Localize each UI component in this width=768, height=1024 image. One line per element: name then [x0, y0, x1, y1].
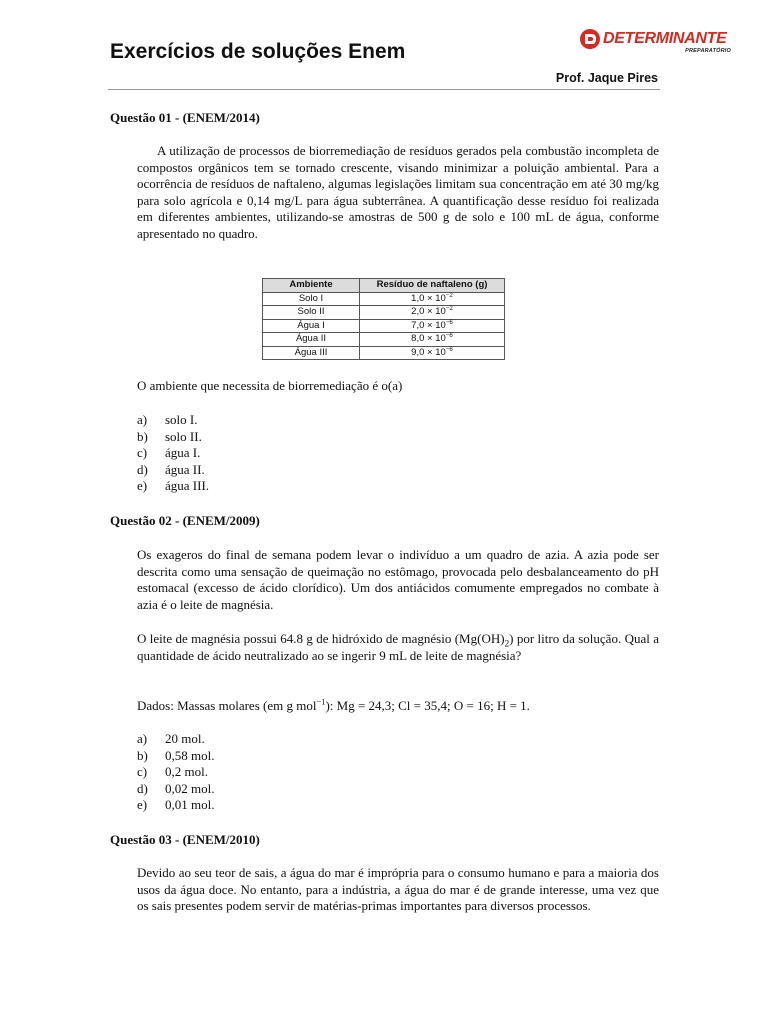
- table-cell-residuo: [360, 319, 505, 333]
- table-cell-residuo: [360, 346, 505, 360]
- determinante-logo: [579, 28, 731, 62]
- table-header-residuo: Resíduo de naftaleno (g): [360, 279, 505, 293]
- residuo-mantissa: 1,0 × 10: [411, 292, 446, 304]
- residuo-exponent: −6: [445, 345, 453, 353]
- option-b[interactable]: [137, 748, 214, 765]
- table-cell-ambiente: Água III: [263, 346, 360, 360]
- question-3-heading: Questão 03 - (ENEM/2010): [110, 832, 260, 847]
- paragraph-part: ) por litro da solução. Qual a quantidade de ácido neutralizado ao se ingerir 9 mL de leite de magnésia?: [137, 631, 659, 663]
- option-text: 0,2 mol.: [165, 764, 208, 779]
- option-text: 0,01 mol.: [165, 797, 215, 812]
- residuo-exponent: −2: [445, 291, 453, 299]
- option-c[interactable]: [137, 764, 214, 781]
- option-c[interactable]: [137, 445, 209, 462]
- option-letter: b): [137, 428, 148, 444]
- option-text: solo II.: [165, 428, 202, 444]
- option-text: solo I.: [165, 412, 198, 427]
- question-1-prompt: O ambiente que necessita de biorremediação é o(a): [137, 378, 403, 393]
- option-e[interactable]: [137, 478, 209, 495]
- header-divider: [108, 89, 660, 90]
- superscript: −1: [316, 696, 326, 707]
- option-letter: d): [137, 461, 148, 477]
- logo-subtitle: PREPARATÓRIO: [685, 48, 731, 54]
- option-text: água II.: [165, 461, 205, 477]
- option-b[interactable]: [137, 429, 209, 446]
- option-text: 0,02 mol.: [165, 780, 215, 796]
- naftaleno-table: [262, 278, 505, 360]
- table-cell-ambiente: Solo I: [263, 292, 360, 306]
- option-d[interactable]: [137, 462, 209, 479]
- dados-part: ): Mg = 24,3; Cl = 35,4; O = 16; H = 1.: [325, 698, 530, 713]
- question-2-dados: [137, 698, 659, 715]
- author-name: Prof. Jaque Pires: [555, 71, 658, 85]
- table-row: [263, 306, 505, 320]
- option-letter: a): [137, 412, 148, 427]
- table-cell-ambiente: Água I: [263, 319, 360, 333]
- table-cell-residuo: [360, 333, 505, 347]
- table-cell-ambiente: Solo II: [263, 306, 360, 320]
- option-letter: d): [137, 780, 148, 796]
- option-a[interactable]: [137, 731, 214, 748]
- question-2-heading: Questão 02 - (ENEM/2009): [110, 513, 260, 528]
- table-row: [263, 292, 505, 306]
- option-text: água III.: [165, 478, 210, 493]
- dados-part: Dados: Massas molares (em g mol: [137, 698, 317, 713]
- option-text: 20 mol.: [165, 731, 205, 746]
- logo-emblem-icon: [579, 28, 601, 50]
- residuo-mantissa: 2,0 × 10: [411, 306, 446, 318]
- option-letter: a): [137, 731, 148, 746]
- table-header-ambiente: Ambiente: [263, 279, 360, 293]
- option-letter: c): [137, 764, 148, 779]
- table-row: [263, 346, 505, 360]
- option-text: 0,58 mol.: [165, 747, 215, 763]
- option-letter: c): [137, 445, 148, 460]
- option-letter: e): [137, 797, 148, 812]
- logo-wordmark: DETERMINANTE: [603, 30, 727, 47]
- option-letter: b): [137, 747, 148, 763]
- subscript: 2: [504, 638, 510, 649]
- table-cell-residuo: [360, 292, 505, 306]
- question-1-options: [137, 412, 209, 495]
- option-e[interactable]: [137, 797, 214, 814]
- residuo-mantissa: 9,0 × 10: [411, 346, 446, 358]
- residuo-mantissa: 7,0 × 10: [411, 319, 446, 331]
- question-3-text: Devido ao seu teor de sais, a água do mar é imprópria para o consumo humano e para a maioria dos usos da água doce. No entanto, para a indústria, a água do mar é de grande interesse, uma vez que os sais presentes podem servir de matérias-primas importantes para diversos processos.: [137, 865, 659, 913]
- question-1-heading: Questão 01 - (ENEM/2014): [110, 110, 260, 125]
- document-title: Exercícios de soluções Enem: [110, 40, 406, 63]
- table-header-row: [263, 279, 505, 293]
- option-text: água I.: [165, 445, 201, 460]
- question-2-text: Os exageros do final de semana podem levar o indivíduo a um quadro de azia. A azia pode ser descrita como uma sensação de queimação no estômago, provocada pelo desbalanceamento do pH estomacal (excesso de ácido clorídico). Um dos antiácidos comumente empregados no combate à azia é o leite de magnésia.: [137, 547, 659, 612]
- table-cell-ambiente: Água II: [263, 333, 360, 347]
- question-2-options: [137, 731, 214, 814]
- table-row: [263, 319, 505, 333]
- residuo-mantissa: 8,0 × 10: [411, 333, 446, 345]
- question-2-text-2: [137, 631, 659, 664]
- question-1-text: A utilização de processos de biorremediação de resíduos gerados pela combustão incompleta de compostos orgânicos tem se tornado crescente, visando minimizar a poluição ambiental. Para a ocorrência de resíduos de naftaleno, algumas legislações limitam sua concentração em até 30 mg/kg para solo agrícola e 0,14 mg/L para água subterrânea. A quantificação desse resíduo foi realizada em diferentes ambientes, utilizando-se amostras de 500 g de solo e 100 mL de água, conforme apresentado no quadro.: [137, 143, 659, 241]
- table-row: [263, 333, 505, 347]
- option-d[interactable]: [137, 781, 214, 798]
- paragraph-part: O leite de magnésia possui 64.8 g de hidróxido de magnésio (Mg(OH): [137, 631, 505, 646]
- residuo-exponent: −6: [445, 318, 453, 326]
- table-cell-residuo: [360, 306, 505, 320]
- residuo-exponent: −6: [445, 332, 453, 340]
- option-a[interactable]: [137, 412, 209, 429]
- residuo-exponent: −2: [445, 305, 453, 313]
- option-letter: e): [137, 478, 148, 493]
